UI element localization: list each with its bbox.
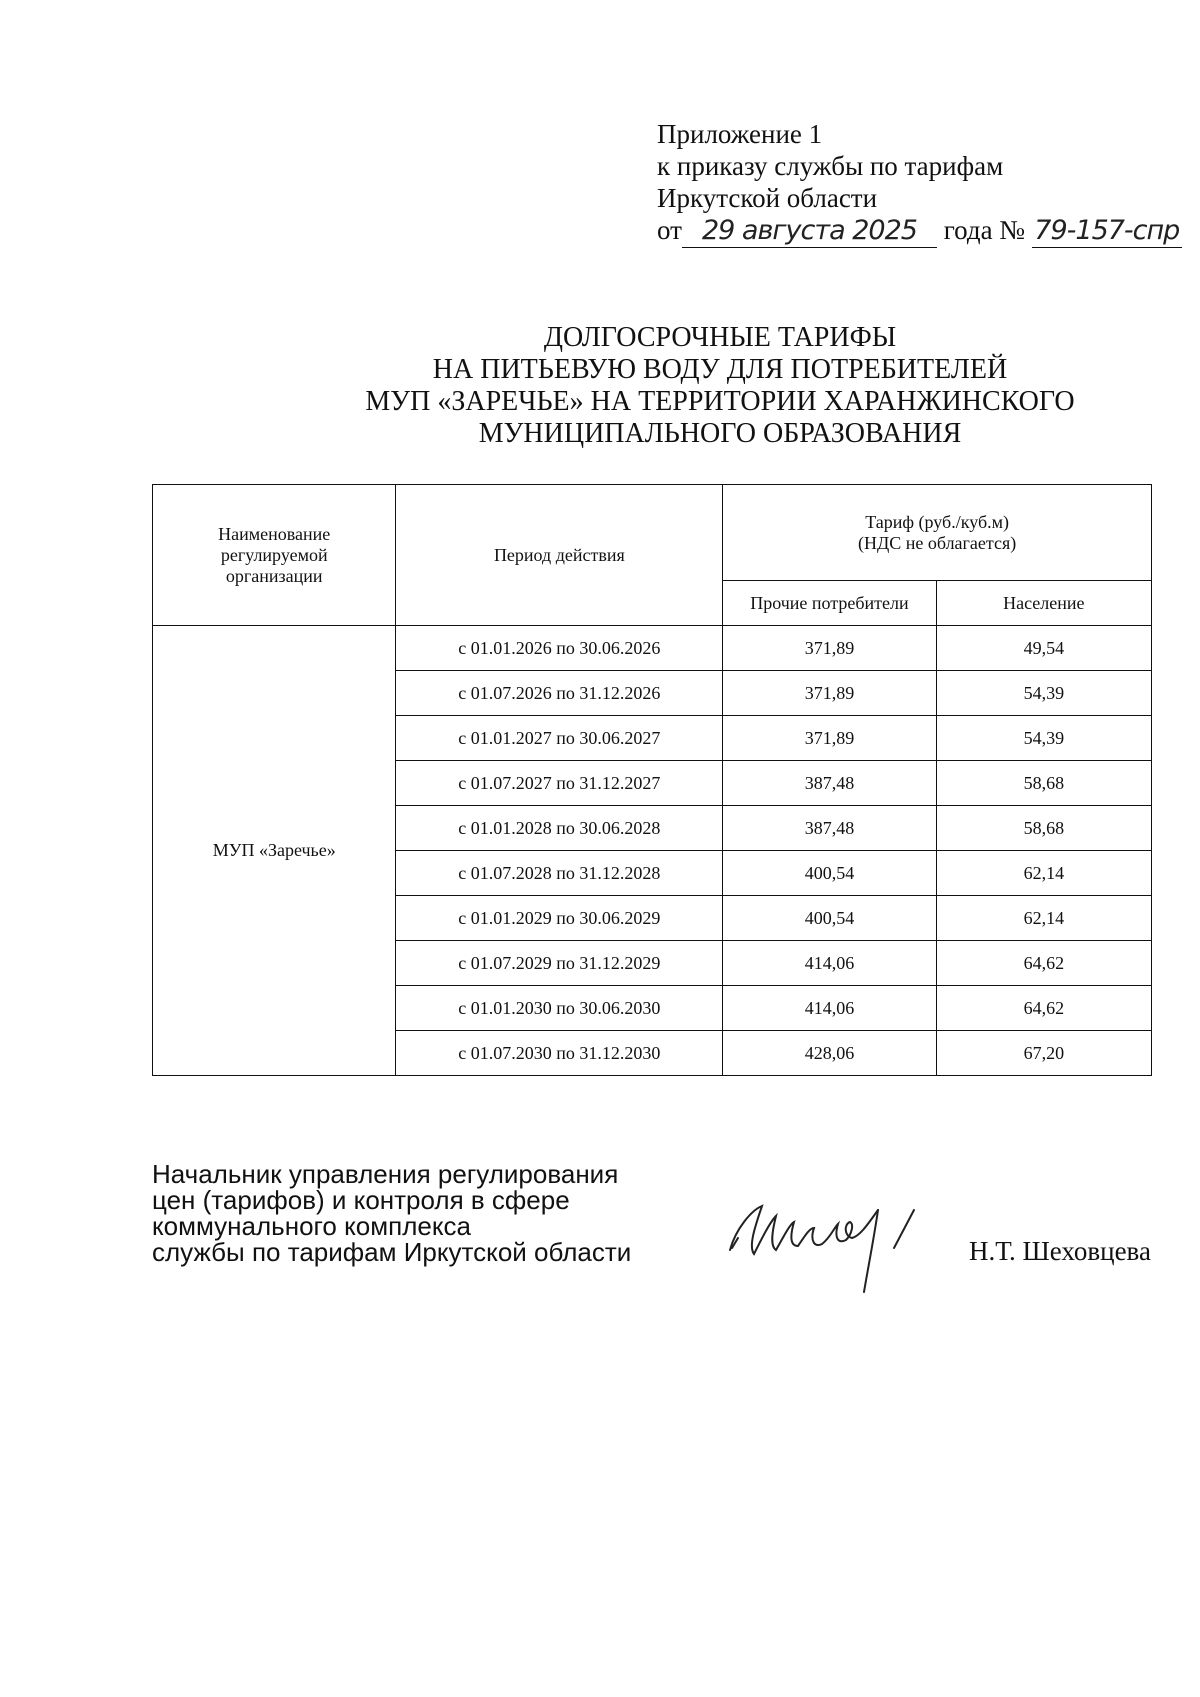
population-tariff-cell: 64,62 <box>936 941 1151 986</box>
period-cell: с 01.01.2028 по 30.06.2028 <box>396 806 723 851</box>
population-tariff-cell: 54,39 <box>936 671 1151 716</box>
period-cell: с 01.01.2030 по 30.06.2030 <box>396 986 723 1031</box>
period-cell: с 01.01.2027 по 30.06.2027 <box>396 716 723 761</box>
population-tariff-cell: 54,39 <box>936 716 1151 761</box>
period-cell: с 01.07.2030 по 31.12.2030 <box>396 1031 723 1076</box>
other-tariff-cell: 387,48 <box>723 761 936 806</box>
other-tariff-cell: 414,06 <box>723 941 936 986</box>
other-tariff-cell: 414,06 <box>723 986 936 1031</box>
signer-line-4: службы по тарифам Иркутской области <box>152 1237 632 1267</box>
signer-position <box>152 1161 631 1265</box>
header-other-consumers: Прочие потребители <box>723 581 936 626</box>
other-tariff-cell: 400,54 <box>723 851 936 896</box>
signer-line-1: Начальник управления регулирования <box>152 1159 619 1189</box>
header-population: Население <box>936 581 1151 626</box>
title-line-2: НА ПИТЬЕВУЮ ВОДУ ДЛЯ ПОТРЕБИТЕЛЕЙ <box>432 354 1008 385</box>
population-tariff-cell: 62,14 <box>936 896 1151 941</box>
population-tariff-cell: 58,68 <box>936 761 1151 806</box>
order-number: 79-157-спр <box>1032 215 1182 248</box>
signer-line-3: коммунального комплекса <box>152 1211 471 1241</box>
period-cell: с 01.07.2027 по 31.12.2027 <box>396 761 723 806</box>
signer-line-2: цен (тарифов) и контроля в сфере <box>152 1185 570 1215</box>
handwritten-signature <box>718 1188 948 1298</box>
population-tariff-cell: 62,14 <box>936 851 1151 896</box>
other-tariff-cell: 400,54 <box>723 896 936 941</box>
period-cell: с 01.01.2029 по 30.06.2029 <box>396 896 723 941</box>
header-organization: Наименование регулируемой организации <box>153 485 396 626</box>
other-tariff-cell: 428,06 <box>723 1031 936 1076</box>
period-cell: с 01.07.2026 по 31.12.2026 <box>396 671 723 716</box>
title-line-3: МУП «ЗАРЕЧЬЕ» НА ТЕРРИТОРИИ ХАРАНЖИНСКОГО <box>365 386 1075 417</box>
period-cell: с 01.07.2028 по 31.12.2028 <box>396 851 723 896</box>
title-line-1: ДОЛГОСРОЧНЫЕ ТАРИФЫ <box>543 322 897 353</box>
document-title <box>0 322 1200 450</box>
header-tariff-title: Тариф (руб./куб.м) <box>865 511 1010 532</box>
header-tariff-note: (НДС не облагается) <box>857 532 1017 553</box>
tariff-table <box>152 484 1152 1076</box>
appendix-line-4 <box>657 214 1182 248</box>
appendix-block <box>657 118 1182 248</box>
period-cell: с 01.07.2029 по 31.12.2029 <box>396 941 723 986</box>
other-tariff-cell: 387,48 <box>723 806 936 851</box>
other-tariff-cell: 371,89 <box>723 626 936 671</box>
from-label: от <box>657 215 682 245</box>
order-date: 29 августа 2025 <box>682 215 937 248</box>
population-tariff-cell: 64,62 <box>936 986 1151 1031</box>
other-tariff-cell: 371,89 <box>723 716 936 761</box>
organization-cell: МУП «Заречье» <box>153 626 396 1076</box>
appendix-line-2: к приказу службы по тарифам <box>657 151 1004 181</box>
population-tariff-cell: 49,54 <box>936 626 1151 671</box>
other-tariff-cell: 371,89 <box>723 671 936 716</box>
appendix-line-1: Приложение 1 <box>657 119 823 149</box>
header-period: Период действия <box>396 485 723 626</box>
population-tariff-cell: 67,20 <box>936 1031 1151 1076</box>
signer-name: Н.Т. Шеховцева <box>969 1236 1151 1266</box>
period-cell: с 01.01.2026 по 30.06.2026 <box>396 626 723 671</box>
appendix-line-3: Иркутской области <box>657 183 878 213</box>
year-label: года № <box>943 215 1026 245</box>
header-tariff <box>723 485 1152 581</box>
title-line-4: МУНИЦИПАЛЬНОГО ОБРАЗОВАНИЯ <box>478 418 962 449</box>
population-tariff-cell: 58,68 <box>936 806 1151 851</box>
